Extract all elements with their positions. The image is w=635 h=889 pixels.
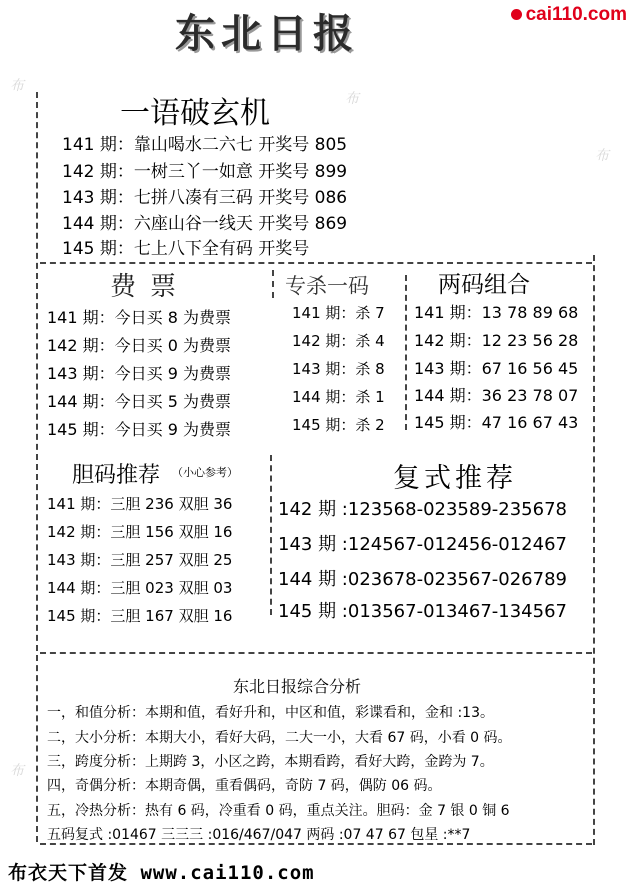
zhuansha-row: 142 期：杀 4 <box>292 332 385 350</box>
watermark: 布 <box>345 91 359 107</box>
yiyu-row: 144 期：六座山谷一线天 开奖号 869 <box>62 214 348 234</box>
yiyu-title: 一语破玄机 <box>120 96 270 131</box>
yiyu-row: 145 期：七上八下全有码 开奖号 <box>62 239 310 259</box>
feipiao-row: 143 期：今日买 9 为费票 <box>47 364 231 383</box>
zhuansha-row: 145 期：杀 2 <box>292 416 385 434</box>
danma-row: 145 期：三胆 167 双胆 16 <box>47 607 233 625</box>
liangma-row: 142 期：12 23 56 28 <box>414 331 579 350</box>
feipiao-row: 144 期：今日买 5 为费票 <box>47 392 231 411</box>
zhuansha-row: 141 期：杀 7 <box>292 304 385 322</box>
feipiao-title: 费票 <box>110 272 191 302</box>
left-border <box>36 92 38 842</box>
fushi-row: 142 期 :123568-023589-235678 <box>278 499 567 520</box>
analysis-row: 二，大小分析：本期大小，看好大码，二大一小，大看 67 码，小看 0 码。 <box>47 730 512 746</box>
masthead: 东北日报 <box>175 10 359 57</box>
fushi-row: 143 期 :124567-012456-012467 <box>278 534 567 555</box>
yiyu-row: 142 期：一树三丫一如意 开奖号 899 <box>62 162 348 182</box>
analysis-row: 四，奇偶分析：本期奇偶，重看偶码，奇防 7 码，偶防 06 码。 <box>47 778 442 794</box>
zhuansha-title: 专杀一码 <box>285 274 369 298</box>
site-logo <box>511 4 627 26</box>
fushi-row: 144 期 :023678-023567-026789 <box>278 569 567 590</box>
feipiao-row: 141 期：今日买 8 为费票 <box>47 308 231 327</box>
logo-dot-icon <box>511 9 522 20</box>
liangma-row: 141 期：13 78 89 68 <box>414 303 579 322</box>
danma-row: 144 期：三胆 023 双胆 03 <box>47 579 233 597</box>
liangma-row: 145 期：47 16 67 43 <box>414 413 579 432</box>
danma-title: 胆码推荐 <box>72 463 161 488</box>
liangma-row: 144 期：36 23 78 07 <box>414 386 579 405</box>
liangma-title: 两码组合 <box>438 272 530 298</box>
analysis-row: 一，和值分析：本期和值，看好升和，中区和值，彩谍看和，金和 :13。 <box>47 705 494 721</box>
col-divider-3 <box>270 455 272 615</box>
danma-note: （小心参考） <box>172 466 238 479</box>
feipiao-row: 142 期：今日买 0 为费票 <box>47 336 231 355</box>
feipiao-row: 145 期：今日买 9 为费票 <box>47 420 231 439</box>
analysis-row: 五码复式 :01467 三三三 :016/467/047 两码 :07 47 67 包星 :**7 <box>47 827 471 843</box>
site-name: cai110.com <box>525 4 627 25</box>
analysis-title: 东北日报综合分析 <box>233 677 362 696</box>
footer-credit: 布衣天下首发 www.cai110.com <box>8 862 315 884</box>
danma-row: 141 期：三胆 236 双胆 36 <box>47 495 233 513</box>
zhuansha-row: 143 期：杀 8 <box>292 360 385 378</box>
col-divider-2 <box>405 275 407 430</box>
analysis-row: 五，冷热分析：热有 6 码，冷重看 0 码，重点关注。胆码：金 7 银 0 铜 6 <box>47 803 510 819</box>
liangma-row: 143 期：67 16 56 45 <box>414 359 579 378</box>
zhuansha-row: 144 期：杀 1 <box>292 388 385 406</box>
danma-row: 143 期：三胆 257 双胆 25 <box>47 551 233 569</box>
col-divider-1 <box>272 270 274 298</box>
yiyu-row: 141 期：靠山喝水二六七 开奖号 805 <box>62 135 348 155</box>
yiyu-row: 143 期：七拼八凑有三码 开奖号 086 <box>62 188 348 208</box>
danma-row: 142 期：三胆 156 双胆 16 <box>47 523 233 541</box>
fushi-title: 复式推荐 <box>393 463 517 494</box>
analysis-divider <box>40 652 592 654</box>
fushi-row: 145 期 :013567-013467-134567 <box>278 601 567 622</box>
watermark: 布 <box>10 78 24 94</box>
watermark: 布 <box>595 148 609 164</box>
mid-divider <box>40 262 592 264</box>
watermark: 布 <box>10 763 24 779</box>
right-border <box>593 255 595 845</box>
analysis-row: 三，跨度分析：上期跨 3，小区之跨，本期看跨，看好大跨，金跨为 7。 <box>47 754 494 770</box>
